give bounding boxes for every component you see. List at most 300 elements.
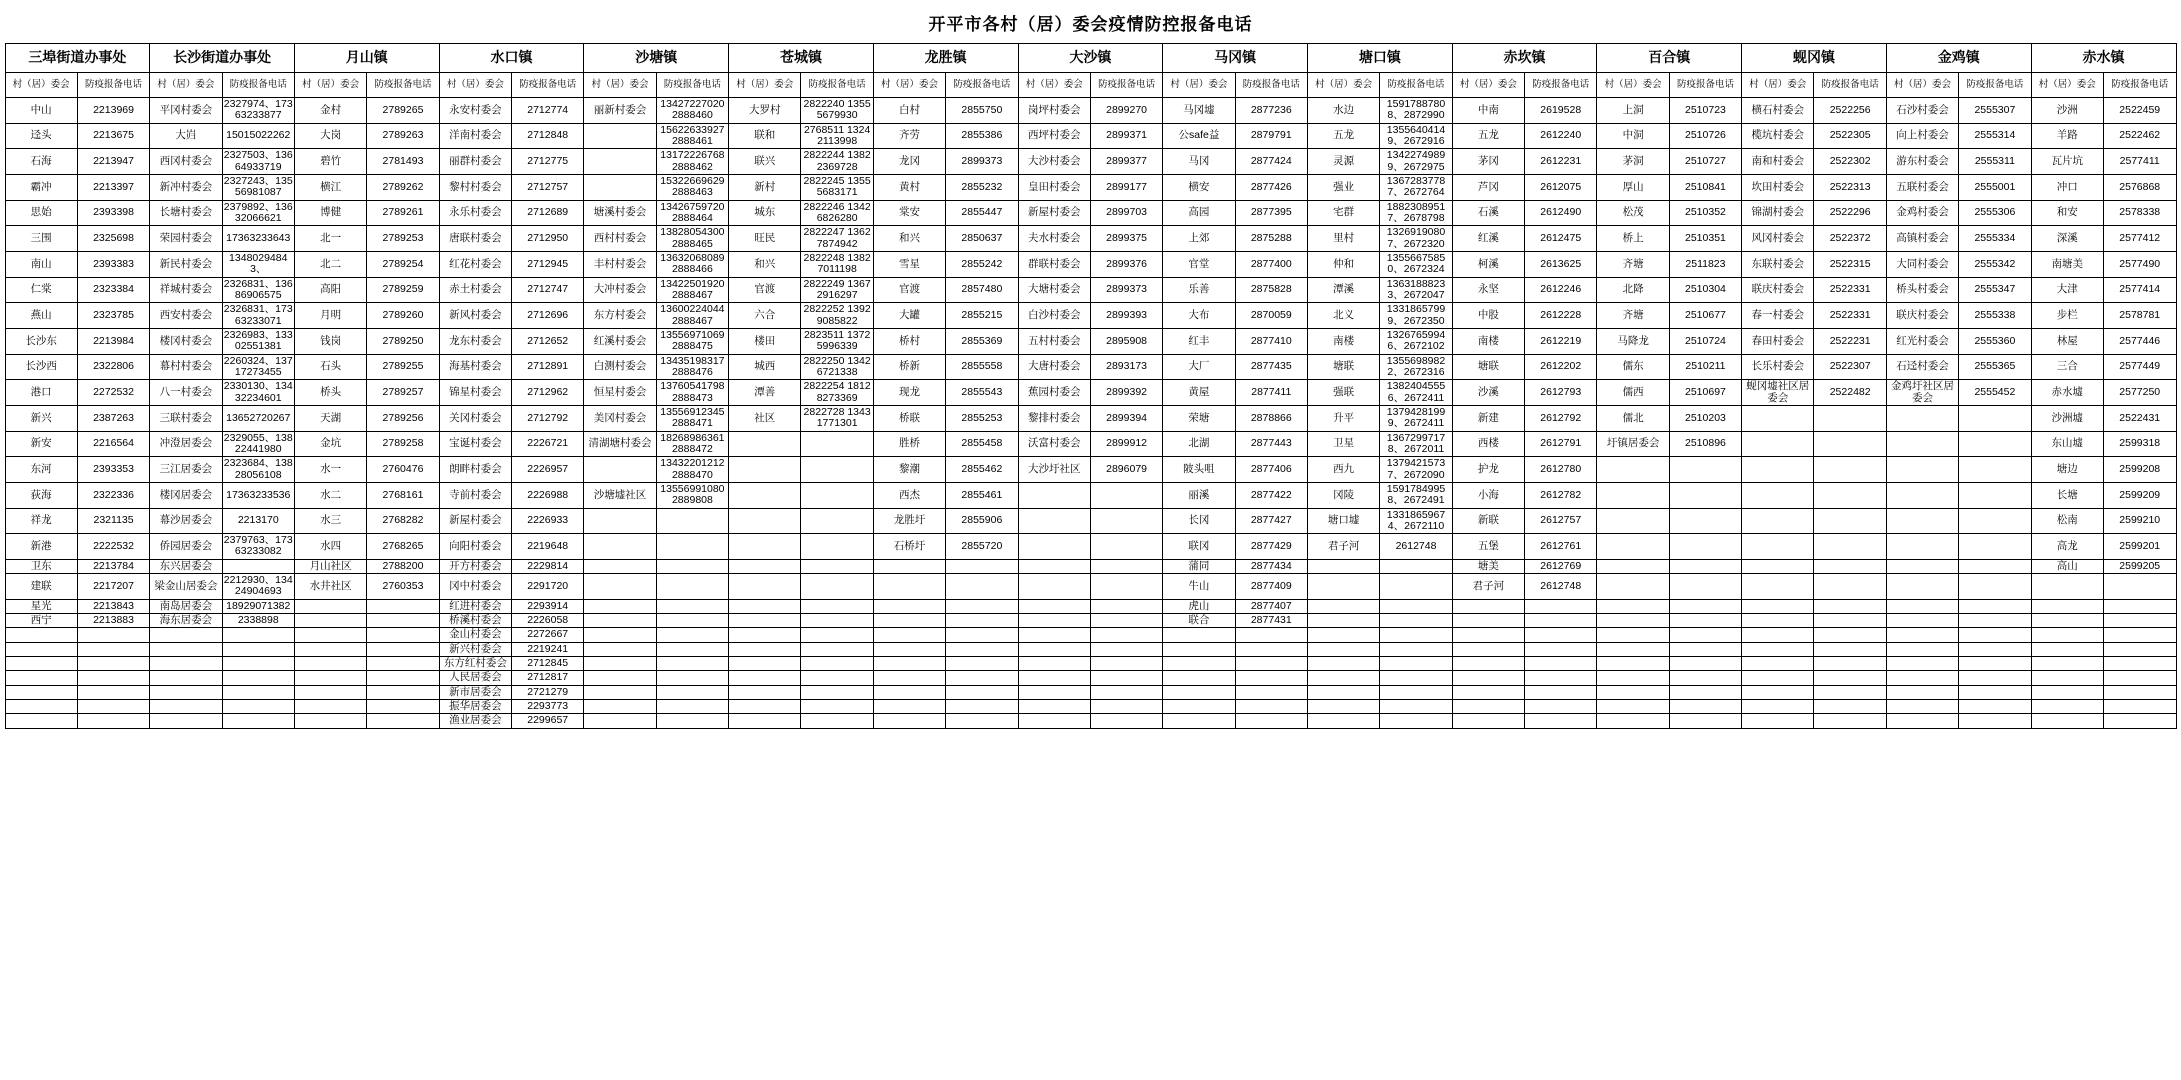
committee-phone: 2511823: [1669, 251, 1741, 277]
committee-name: 朗畔村委会: [439, 457, 511, 483]
empty-cell: [1886, 574, 1958, 600]
town-header-10: 赤坎镇: [1452, 44, 1597, 73]
committee-phone: 13480294843、: [222, 251, 294, 277]
committee-name: 齐塘: [1597, 303, 1669, 329]
empty-cell: [1090, 482, 1162, 508]
empty-cell: [367, 714, 439, 728]
committee-phone: 2899270: [1090, 98, 1162, 124]
table-row: [5, 251, 2176, 277]
committee-name: 金鸡村委会: [1886, 200, 1958, 226]
empty-cell: [2103, 700, 2176, 714]
committee-name: 五龙: [1452, 123, 1524, 149]
committee-name: 向阳村委会: [439, 534, 511, 560]
table-row: [5, 628, 2176, 642]
committee-phone: 2522313: [1814, 174, 1886, 200]
committee-name: 长塘村委会: [150, 200, 222, 226]
table-row: [5, 149, 2176, 175]
committee-name: 五龙: [1307, 123, 1379, 149]
empty-cell: [1886, 482, 1958, 508]
empty-cell: [1669, 657, 1741, 671]
committee-phone: 2219648: [512, 534, 584, 560]
committee-name: 西楼: [1452, 431, 1524, 457]
empty-cell: [2103, 574, 2176, 600]
empty-cell: [1959, 671, 2031, 685]
empty-cell: [1814, 700, 1886, 714]
empty-cell: [1742, 431, 1814, 457]
empty-cell: [1163, 685, 1235, 699]
committee-phone: 2712775: [512, 149, 584, 175]
subheader-phone: 防疫报备电话: [656, 73, 728, 98]
empty-cell: [1090, 700, 1162, 714]
committee-phone: 2712945: [512, 251, 584, 277]
committee-phone: 2612792: [1525, 405, 1597, 431]
empty-cell: [1959, 628, 2031, 642]
empty-cell: [1742, 628, 1814, 642]
committee-phone: 2712652: [512, 328, 584, 354]
committee-name: 松南: [2031, 508, 2103, 534]
table-row: [5, 174, 2176, 200]
committee-name: 塘联: [1307, 354, 1379, 380]
committee-name: 蕉园村委会: [1018, 380, 1090, 406]
committee-phone: 2878866: [1235, 405, 1307, 431]
committee-phone: 2226721: [512, 431, 584, 457]
committee-name: 强业: [1307, 174, 1379, 200]
committee-phone: 2619528: [1525, 98, 1597, 124]
committee-name: 天湖: [294, 405, 366, 431]
empty-cell: [946, 599, 1018, 613]
committee-phone: 2612075: [1525, 174, 1597, 200]
empty-cell: [1018, 642, 1090, 656]
empty-cell: [1307, 657, 1379, 671]
empty-cell: [1814, 508, 1886, 534]
committee-name: 水三: [294, 508, 366, 534]
committee-phone: 2213784: [77, 559, 149, 573]
committee-name: 金鸡圩社区居委会: [1886, 380, 1958, 406]
committee-name: 大冲村委会: [584, 277, 656, 303]
committee-name: 新安: [5, 431, 77, 457]
empty-cell: [77, 685, 149, 699]
empty-cell: [729, 671, 801, 685]
committee-name: 三围: [5, 226, 77, 252]
committee-name: 黄屋: [1163, 380, 1235, 406]
empty-cell: [150, 700, 222, 714]
table-row: [5, 534, 2176, 560]
committee-phone: 2555314: [1959, 123, 2031, 149]
empty-cell: [1452, 599, 1524, 613]
committee-phone: 2599209: [2103, 482, 2176, 508]
empty-cell: [729, 614, 801, 628]
committee-name: 东河: [5, 457, 77, 483]
committee-phone: 2712950: [512, 226, 584, 252]
committee-name: [584, 457, 656, 483]
committee-name: 建联: [5, 574, 77, 600]
committee-name: 儒北: [1597, 405, 1669, 431]
empty-cell: [801, 574, 873, 600]
committee-name: 荣园村委会: [150, 226, 222, 252]
empty-cell: [1959, 534, 2031, 560]
committee-name: 中山: [5, 98, 77, 124]
empty-cell: [873, 642, 945, 656]
committee-name: 北湖: [1163, 431, 1235, 457]
committee-name: 茅洞: [1597, 149, 1669, 175]
committee-name: 桥村: [873, 328, 945, 354]
empty-cell: [1742, 614, 1814, 628]
committee-phone: 2327974、17363233877: [223, 98, 293, 122]
empty-cell: [77, 657, 149, 671]
committee-phone: 2612757: [1525, 508, 1597, 534]
empty-cell: [1018, 482, 1090, 508]
committee-name: 桥联: [873, 405, 945, 431]
committee-name: 芦冈: [1452, 174, 1524, 200]
empty-cell: [1018, 559, 1090, 573]
committee-name: 冲口: [2031, 174, 2103, 200]
empty-cell: [1669, 714, 1741, 728]
town-header-5: 苍城镇: [729, 44, 874, 73]
table-row: [5, 354, 2176, 380]
committee-name: 游东村委会: [1886, 149, 1958, 175]
committee-phone: 2789265: [367, 98, 439, 124]
committee-phone: 2577414: [2103, 277, 2176, 303]
empty-cell: [801, 599, 873, 613]
empty-cell: [294, 614, 366, 628]
town-header-7: 大沙镇: [1018, 44, 1163, 73]
table-row: [5, 574, 2176, 600]
subheader-phone: 防疫报备电话: [946, 73, 1018, 98]
empty-cell: [1959, 599, 2031, 613]
empty-cell: [1886, 534, 1958, 560]
empty-cell: [584, 628, 656, 642]
empty-cell: [222, 714, 294, 728]
empty-cell: [1307, 642, 1379, 656]
committee-phone: 2299657: [512, 714, 584, 728]
committee-name: 新兴: [5, 405, 77, 431]
committee-phone: 2272667: [512, 628, 584, 642]
subheader-phone: 防疫报备电话: [1959, 73, 2031, 98]
empty-cell: [1163, 628, 1235, 642]
committee-phone: 2522459: [2103, 98, 2176, 124]
subheader-committee: 村（居）委会: [1742, 73, 1814, 98]
committee-phone: 2855558: [946, 354, 1018, 380]
empty-cell: [1669, 685, 1741, 699]
committee-phone: 2612791: [1525, 431, 1597, 457]
committee-phone: 2522431: [2103, 405, 2176, 431]
committee-name: 儒西: [1597, 380, 1669, 406]
empty-cell: [801, 482, 873, 508]
empty-cell: [1742, 405, 1814, 431]
committee-name: 马降龙: [1597, 328, 1669, 354]
committee-name: 齐劳: [873, 123, 945, 149]
committee-name: 棠安: [873, 200, 945, 226]
committee-phone: 2510724: [1669, 328, 1741, 354]
committee-name: 清湖塘村委会: [584, 431, 656, 457]
committee-phone: 2781493: [367, 149, 439, 175]
committee-phone: 2379892、13632066621: [223, 200, 293, 224]
committee-name: 新民村委会: [150, 251, 222, 277]
committee-phone: 2612748: [1525, 574, 1597, 600]
committee-phone: 2899373: [946, 149, 1018, 175]
committee-phone: 2213947: [77, 149, 149, 175]
committee-name: 北降: [1597, 277, 1669, 303]
empty-cell: [1742, 685, 1814, 699]
empty-cell: [1669, 482, 1741, 508]
committee-phone: 18823089517、2678798: [1380, 200, 1452, 226]
committee-name: 东联村委会: [1742, 251, 1814, 277]
subheader-committee: 村（居）委会: [5, 73, 77, 98]
committee-name: 祥龙: [5, 508, 77, 534]
committee-phone: 2379763、17363233082: [223, 534, 293, 558]
committee-name: 灵源: [1307, 149, 1379, 175]
committee-phone: 13556912345 2888471: [656, 405, 728, 431]
committee-name: 荣塘: [1163, 405, 1235, 431]
committee-phone: 2293773: [512, 700, 584, 714]
committee-name: 蚬冈墟社区居委会: [1742, 380, 1814, 406]
committee-name: 白测村委会: [584, 354, 656, 380]
committee-name: 大津: [2031, 277, 2103, 303]
empty-cell: [656, 642, 728, 656]
committee-name: 大唐村委会: [1018, 354, 1090, 380]
committee-phone: 2576868: [2103, 174, 2176, 200]
town-header-row: [5, 44, 2176, 73]
committee-phone: 2789257: [367, 380, 439, 406]
committee-phone: [222, 559, 294, 573]
empty-cell: [294, 700, 366, 714]
committee-phone: 2555365: [1959, 354, 2031, 380]
committee-phone: 2877410: [1235, 328, 1307, 354]
committee-phone: 13269190807、2672320: [1380, 226, 1452, 252]
committee-name: 和兴: [729, 251, 801, 277]
empty-cell: [77, 642, 149, 656]
empty-cell: [1742, 599, 1814, 613]
empty-cell: [367, 599, 439, 613]
empty-cell: [1669, 508, 1741, 534]
committee-phone: 2789256: [367, 405, 439, 431]
empty-cell: [1525, 628, 1597, 642]
committee-name: 圩镇居委会: [1597, 431, 1669, 457]
committee-name: 城西: [729, 354, 801, 380]
committee-name: 齐塘: [1597, 251, 1669, 277]
committee-phone: 2822247 13627874942: [801, 226, 873, 252]
committee-name: 官渡: [729, 277, 801, 303]
committee-phone: 2875828: [1235, 277, 1307, 303]
subheader-phone: 防疫报备电话: [1380, 73, 1452, 98]
committee-name: 西宁: [5, 614, 77, 628]
committee-phone: 2599205: [2103, 559, 2176, 573]
town-header-6: 龙胜镇: [873, 44, 1018, 73]
committee-name: 楼田: [729, 328, 801, 354]
empty-cell: [801, 534, 873, 560]
committee-name: 茅冈: [1452, 149, 1524, 175]
committee-phone: 2877434: [1235, 559, 1307, 573]
committee-phone: 2899375: [1090, 226, 1162, 252]
empty-cell: [1380, 657, 1452, 671]
empty-cell: [1886, 559, 1958, 573]
committee-name: 新冲村委会: [150, 174, 222, 200]
empty-cell: [1307, 599, 1379, 613]
committee-name: 陂头咀: [1163, 457, 1235, 483]
committee-phone: 13556404149、2672916: [1380, 123, 1452, 149]
committee-phone: 2877400: [1235, 251, 1307, 277]
empty-cell: [1090, 642, 1162, 656]
empty-cell: [656, 574, 728, 600]
committee-name: 卫东: [5, 559, 77, 573]
committee-phone: 2712817: [512, 671, 584, 685]
committee-name: 南和村委会: [1742, 149, 1814, 175]
empty-cell: [1090, 714, 1162, 728]
subheader-committee: 村（居）委会: [294, 73, 366, 98]
subheader-committee: 村（居）委会: [873, 73, 945, 98]
committee-phone: 2768511 13242113998: [801, 123, 873, 149]
committee-phone: 2326831、13686906575: [223, 277, 293, 301]
committee-name: 石沙村委会: [1886, 98, 1958, 124]
committee-phone: 2510727: [1669, 149, 1741, 175]
committee-phone: 2213397: [77, 174, 149, 200]
subheader-committee: 村（居）委会: [2031, 73, 2103, 98]
empty-cell: [873, 700, 945, 714]
committee-phone: 2216564: [77, 431, 149, 457]
empty-cell: [1307, 714, 1379, 728]
committee-name: 八一村委会: [150, 380, 222, 406]
committee-phone: 2899703: [1090, 200, 1162, 226]
empty-cell: [1380, 700, 1452, 714]
committee-phone: 2789260: [367, 303, 439, 329]
committee-name: 高园: [1163, 200, 1235, 226]
committee-phone: 2522331: [1814, 303, 1886, 329]
empty-cell: [946, 628, 1018, 642]
committee-phone: 17363233643: [222, 226, 294, 252]
committee-phone: 2577250: [2103, 380, 2176, 406]
empty-cell: [729, 482, 801, 508]
empty-cell: [1018, 614, 1090, 628]
committee-phone: 2522372: [1814, 226, 1886, 252]
committee-name: 新港: [5, 534, 77, 560]
committee-phone: 2612793: [1525, 380, 1597, 406]
empty-cell: [1018, 657, 1090, 671]
empty-cell: [77, 700, 149, 714]
empty-cell: [1814, 457, 1886, 483]
empty-cell: [946, 657, 1018, 671]
committee-phone: 2822245 13555683171: [801, 174, 873, 200]
committee-name: 宝诞村委会: [439, 431, 511, 457]
empty-cell: [584, 714, 656, 728]
committee-name: 马冈墟: [1163, 98, 1235, 124]
committee-phone: 13824045556、2672411: [1380, 380, 1452, 406]
committee-phone: 2510723: [1669, 98, 1741, 124]
committee-phone: 2510677: [1669, 303, 1741, 329]
page-title: 开平市各村（居）委会疫情防控报备电话: [928, 15, 1253, 34]
empty-cell: [801, 700, 873, 714]
empty-cell: [5, 700, 77, 714]
committee-phone: 13828054300 2888465: [656, 226, 728, 252]
committee-name: 美冈村委会: [584, 405, 656, 431]
empty-cell: [1959, 559, 2031, 573]
empty-cell: [1452, 700, 1524, 714]
empty-cell: [294, 714, 366, 728]
empty-cell: [1742, 657, 1814, 671]
committee-name: 三合: [2031, 354, 2103, 380]
committee-phone: 2555307: [1959, 98, 2031, 124]
empty-cell: [1959, 574, 2031, 600]
committee-name: 东山墟: [2031, 431, 2103, 457]
committee-phone: 2822728 13431771301: [801, 405, 873, 431]
subheader-committee: 村（居）委会: [1886, 73, 1958, 98]
committee-name: 中股: [1452, 303, 1524, 329]
committee-name: 石海: [5, 149, 77, 175]
empty-cell: [1886, 657, 1958, 671]
committee-name: 水边: [1307, 98, 1379, 124]
empty-cell: [801, 714, 873, 728]
committee-phone: 15322669629 2888463: [656, 174, 728, 200]
empty-cell: [150, 685, 222, 699]
committee-name: 高阳: [294, 277, 366, 303]
committee-name: [584, 123, 656, 149]
committee-phone: 2272532: [77, 380, 149, 406]
committee-phone: 2855543: [946, 380, 1018, 406]
town-header-0: 三埠街道办事处: [5, 44, 150, 73]
committee-name: 西九: [1307, 457, 1379, 483]
committee-phone: 2899376: [1090, 251, 1162, 277]
committee-phone: 2219241: [512, 642, 584, 656]
committee-phone: 2855215: [946, 303, 1018, 329]
committee-phone: 2578338: [2103, 200, 2176, 226]
committee-phone: 2855461: [946, 482, 1018, 508]
committee-name: 金村: [294, 98, 366, 124]
committee-name: 思始: [5, 200, 77, 226]
committee-name: 新兴村委会: [439, 642, 511, 656]
empty-cell: [1452, 657, 1524, 671]
empty-cell: [1886, 685, 1958, 699]
empty-cell: [873, 574, 945, 600]
committee-name: 水四: [294, 534, 366, 560]
committee-name: 和安: [2031, 200, 2103, 226]
empty-cell: [1018, 574, 1090, 600]
empty-cell: [1959, 482, 2031, 508]
committee-name: 长塘: [2031, 482, 2103, 508]
committee-phone: 2877409: [1235, 574, 1307, 600]
committee-name: 祥城村委会: [150, 277, 222, 303]
table-row: [5, 277, 2176, 303]
committee-name: 长沙西: [5, 354, 77, 380]
town-header-9: 塘口镇: [1307, 44, 1452, 73]
committee-phone: 2822254 18128273369: [801, 380, 873, 406]
empty-cell: [1018, 700, 1090, 714]
town-header-13: 金鸡镇: [1886, 44, 2031, 73]
committee-name: 石迳村委会: [1886, 354, 1958, 380]
committee-name: 塘联: [1452, 354, 1524, 380]
empty-cell: [1163, 714, 1235, 728]
committee-name: 港口: [5, 380, 77, 406]
empty-cell: [1886, 714, 1958, 728]
committee-name: 中洞: [1597, 123, 1669, 149]
committee-phone: 2768282: [367, 508, 439, 534]
committee-phone: 18929071382: [222, 599, 294, 613]
committee-phone: 2895908: [1090, 328, 1162, 354]
empty-cell: [1307, 700, 1379, 714]
subheader-committee: 村（居）委会: [1452, 73, 1524, 98]
committee-name: 卫星: [1307, 431, 1379, 457]
empty-cell: [2103, 657, 2176, 671]
committee-name: 黎潮: [873, 457, 945, 483]
committee-name: 联庆村委会: [1886, 303, 1958, 329]
empty-cell: [1669, 534, 1741, 560]
committee-name: 坎田村委会: [1742, 174, 1814, 200]
committee-name: 桥头村委会: [1886, 277, 1958, 303]
committee-name: 高镇村委会: [1886, 226, 1958, 252]
committee-name: 现龙: [873, 380, 945, 406]
empty-cell: [1669, 642, 1741, 656]
committee-phone: 2322806: [77, 354, 149, 380]
empty-cell: [367, 671, 439, 685]
empty-cell: [729, 574, 801, 600]
